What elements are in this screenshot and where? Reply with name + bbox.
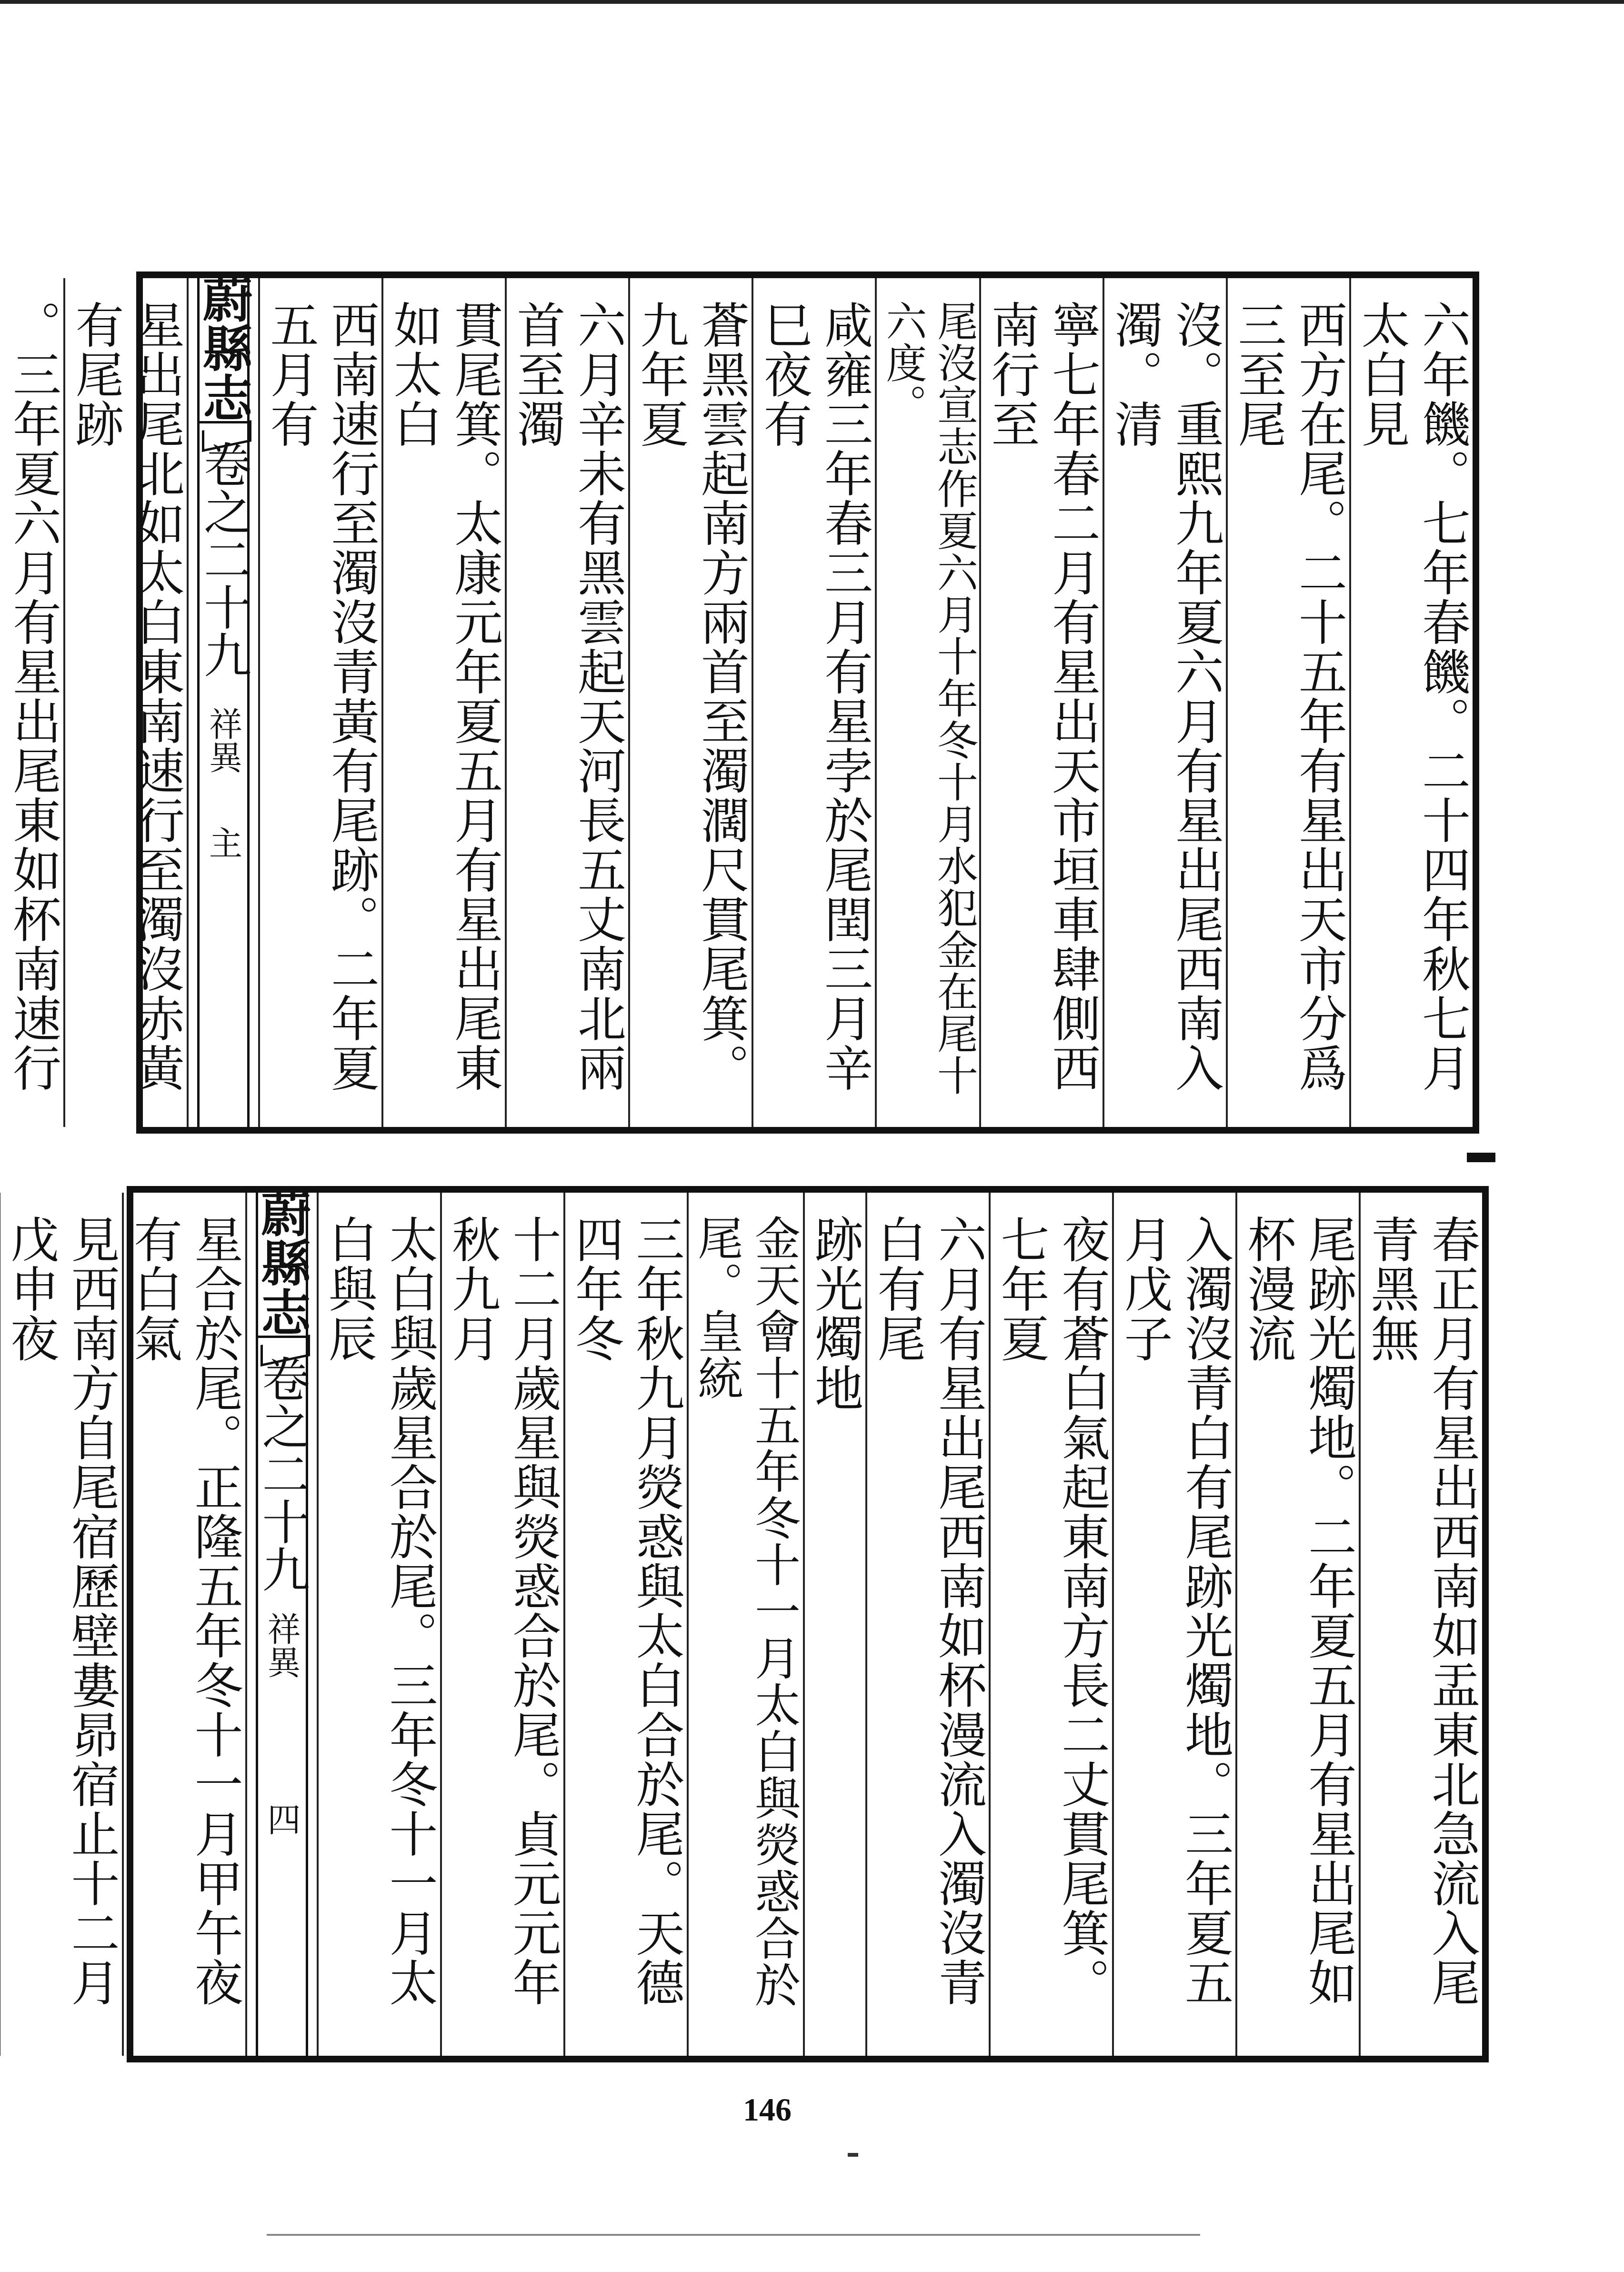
text-column: 咸雍三年春三月有星孛於尾閏三月辛巳夜有	[752, 278, 875, 1127]
text-column: 金天會十五年冬十一月太白與熒惑合於尾。皇統	[687, 1193, 803, 2056]
text-column: 西方在尾。二十五年有星出天市分爲三至尾	[1226, 278, 1349, 1127]
text-column: 沒。重熙九年夏六月有星出尾西南入濁。清	[1103, 278, 1226, 1127]
text-column: 蒼黑雲起南方兩首至濁濶尺貫尾箕。九年夏	[628, 278, 752, 1127]
text-column: 星出尾北如太白東南速行至濁沒赤黃有尾跡	[63, 278, 187, 1127]
text-column: 貫尾箕。太康元年夏五月有星出尾東如太白	[381, 278, 505, 1127]
text-column: 十二月歲星與熒惑合於尾。貞元元年秋九月	[440, 1193, 563, 2056]
text-column: 跡光燭地	[803, 1193, 866, 2056]
text-column: 。三年夏六月有星出尾東如杯南速行	[0, 278, 63, 1127]
scan-top-edge	[0, 0, 1624, 4]
text-column: 尾沒宣志作夏六月十年冬十月水犯金在尾十六度。	[875, 278, 979, 1127]
text-column: 夜有蒼白氣起東南方長二丈貫尾箕。七年夏	[989, 1193, 1112, 2056]
center-fold-column	[187, 273, 258, 1127]
text-column: 寧七年春二月有星出天市垣車肆側西南行至	[979, 278, 1103, 1127]
page-number: 146	[743, 2091, 792, 2128]
text-column: 西南速行至濁沒青黃有尾跡。二年夏五月有	[258, 278, 381, 1127]
frame-corner-mark	[1467, 1153, 1495, 1162]
text-column: 六年饑。七年春饑。二十四年秋七月太白見	[1349, 278, 1473, 1127]
text-column: 見西南方自尾宿歷壁婁昴宿止十二月戊申夜	[0, 1193, 122, 2056]
book-title: 蔚縣志	[252, 1188, 311, 1337]
top-page-frame	[5, 271, 1479, 1134]
volume-label: 卷之二十九	[254, 1355, 310, 1593]
text-column: 三年秋九月熒惑與太白合於尾。天德四年冬	[563, 1193, 687, 2056]
text-column: 六月有星出尾西南如杯漫流入濁沒青白有尾	[865, 1193, 989, 2056]
section-label: 祥異	[262, 1612, 301, 1679]
text-column: 春正月有星出西南如盂東北急流入尾青黑無	[1359, 1193, 1482, 2056]
text-column: 太白與歲星合於尾。三年冬十一月太白與辰	[317, 1193, 440, 2056]
volume-label: 卷之二十九	[196, 440, 251, 678]
bottom-page-frame	[2, 1186, 1489, 2062]
center-fold-column	[245, 1188, 317, 2056]
text-column: 入濁沒青白有尾跡光燭地。三年夏五月戊子	[1112, 1193, 1235, 2056]
leaf-number: 四	[262, 1802, 301, 1836]
text-column: 尾跡光燭地。二年夏五月有星出尾如杯漫流	[1235, 1193, 1359, 2056]
section-label: 祥異	[203, 707, 243, 774]
leaf-number: 主	[203, 826, 243, 859]
text-column: 六月辛未有黑雲起天河長五丈南北兩首至濁	[505, 278, 628, 1127]
book-title: 蔚縣志	[194, 273, 253, 422]
text-column: 星合於尾。正隆五年冬十一月甲午夜有白氣	[122, 1193, 245, 2056]
scan-bottom-edge	[267, 2234, 1200, 2236]
scan-speck	[848, 2153, 858, 2157]
